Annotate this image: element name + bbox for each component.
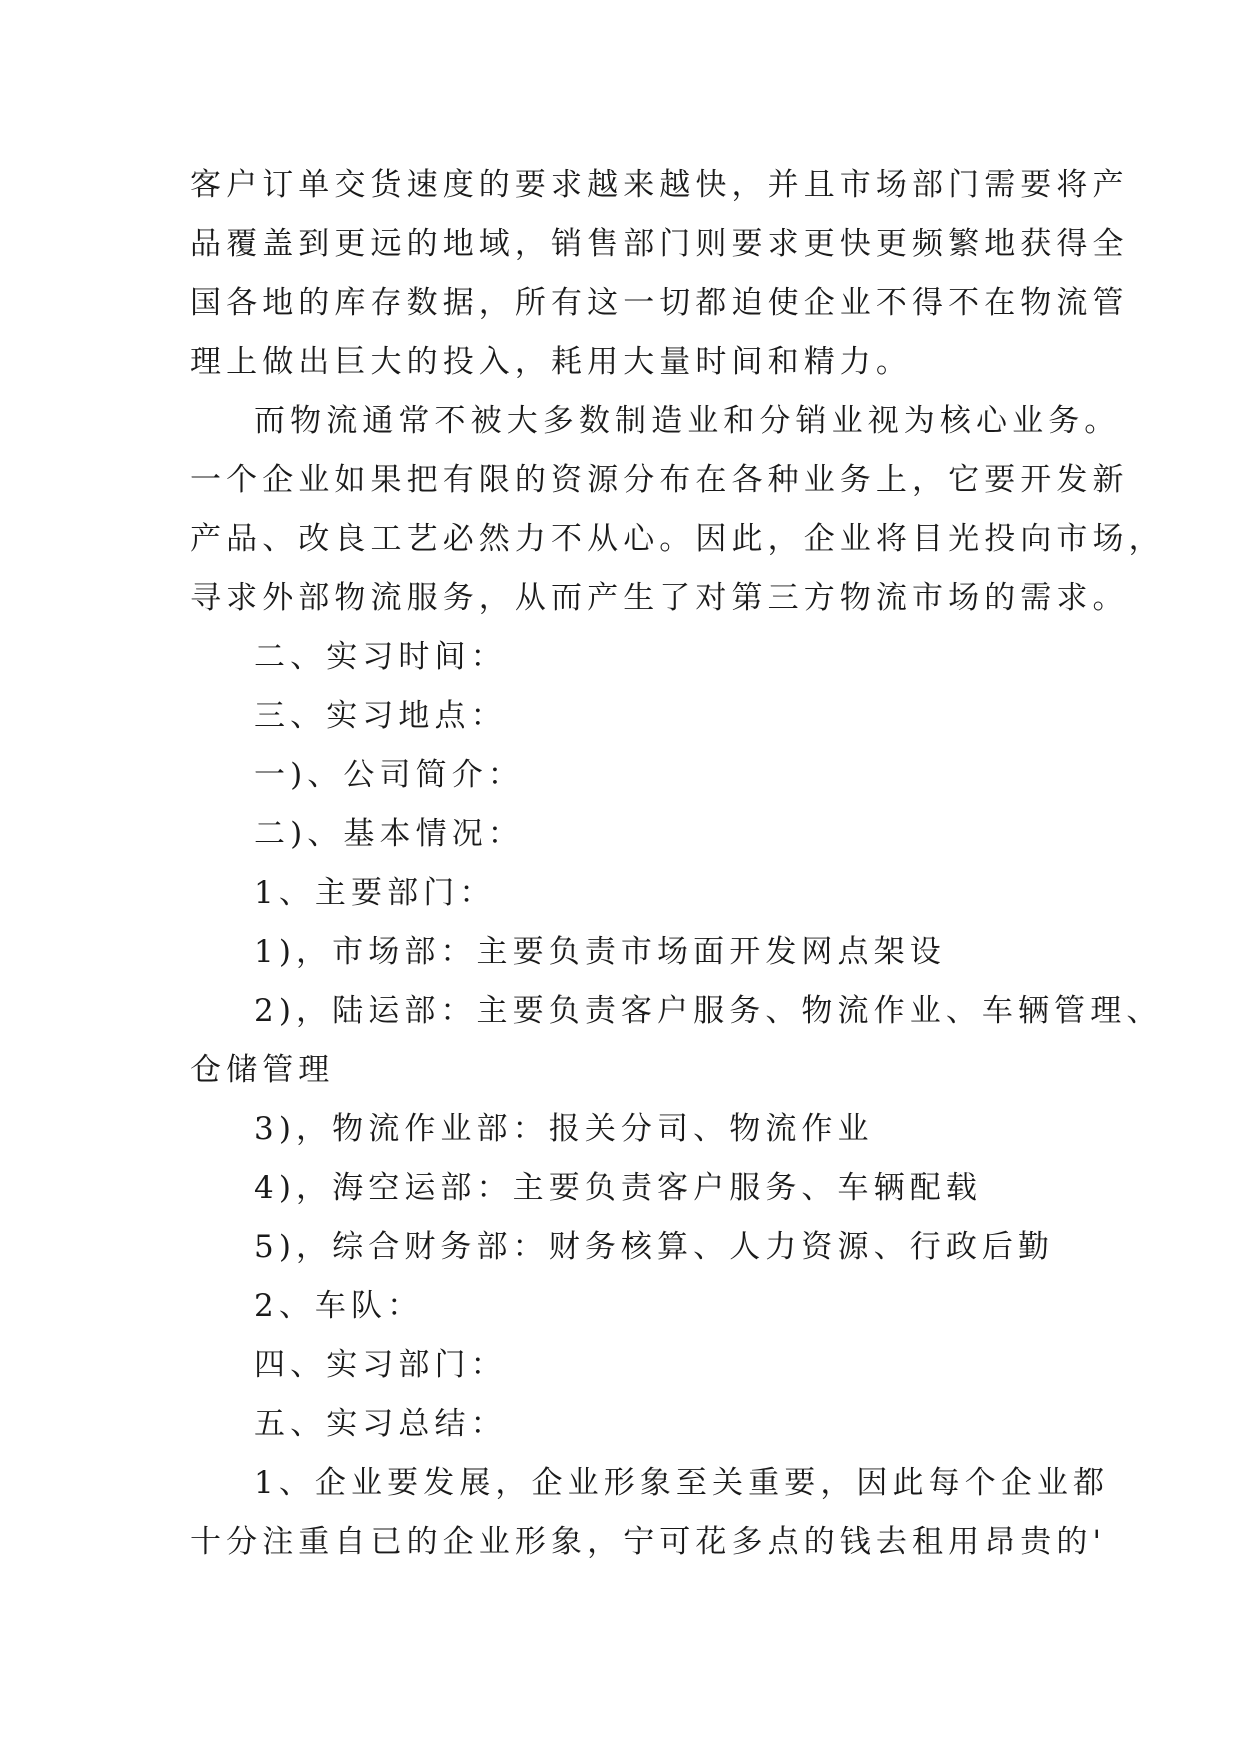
text-line: 而物流通常不被大多数制造业和分销业视为核心业务。 [254,403,1121,439]
list-item-department: 5)，综合财务部：财务核算、人力资源、行政后勤 [254,1229,1055,1265]
list-heading-fleet: 2、车队： [254,1288,424,1324]
section-heading-internship-location: 三、实习地点： [254,698,507,734]
document-body [190,156,1165,1572]
text-line: 国各地的库存数据，所有这一切都迫使企业不得不在物流管 [190,285,1129,321]
section-heading-internship-time: 二、实习时间： [254,639,507,675]
subsection-heading-company-profile: 一)、公司简介： [254,757,524,793]
subsection-heading-basic-info: 二)、基本情况： [254,816,524,852]
text-line: 产品、改良工艺必然力不从心。因此，企业将目光投向市场， [190,521,1165,557]
text-line: 寻求外部物流服务，从而产生了对第三方物流市场的需求。 [190,580,1129,616]
text-line: 客户订单交货速度的要求越来越快，并且市场部门需要将产 [190,167,1129,203]
text-line: 1、企业要发展，企业形象至关重要，因此每个企业都 [254,1465,1110,1501]
list-item-department: 3)，物流作业部：报关分司、物流作业 [254,1111,874,1147]
list-heading-main-departments: 1、主要部门： [254,875,496,911]
text-line: 十分注重自已的企业形象，宁可花多点的钱去租用昂贵的' [190,1524,1107,1560]
text-line: 一个企业如果把有限的资源分布在各种业务上，它要开发新 [190,462,1129,498]
text-line: 理上做出巨大的投入，耗用大量时间和精力。 [190,344,912,380]
list-item-department: 1)，市场部：主要负责市场面开发网点架设 [254,934,946,970]
list-item-department: 4)，海空运部：主要负责客户服务、车辆配载 [254,1170,982,1206]
text-line: 仓储管理 [190,1052,335,1088]
section-heading-internship-department: 四、实习部门： [254,1347,507,1383]
section-heading-internship-summary: 五、实习总结： [254,1406,507,1442]
list-item-department: 2)，陆运部：主要负责客户服务、物流作业、车辆管理、 [254,993,1163,1029]
text-line: 品覆盖到更远的地域，销售部门则要求更快更频繁地获得全 [190,226,1129,262]
